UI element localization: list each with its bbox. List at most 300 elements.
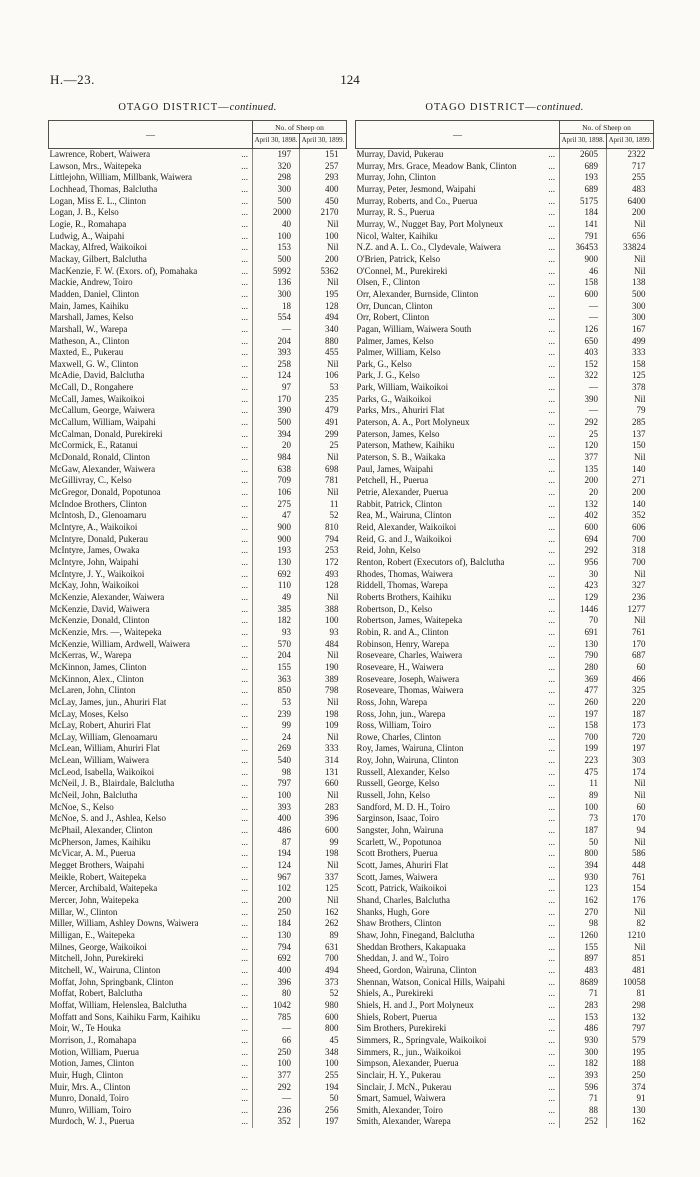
sheep-count-1898: — [253, 1023, 300, 1035]
table-row [49, 895, 347, 907]
owner-name: MacKenzie, F. W. (Exors. of), Pomahaka ... [49, 266, 253, 278]
owner-name: Sandford, M. D. H., Toiro ... [356, 802, 560, 814]
sheep-count-1899: 293 [300, 172, 347, 184]
leader-dots: ... [241, 731, 248, 742]
leader-dots: ... [548, 160, 555, 171]
leader-dots: ... [241, 1023, 248, 1034]
sheep-count-1899: Nil [607, 615, 654, 627]
owner-name: Orr, Duncan, Clinton ... [356, 301, 560, 313]
owner-name: Mitchell, John, Purekireki ... [49, 953, 253, 965]
owner-name: Moir, W., Te Houka ... [49, 1023, 253, 1035]
table-row [356, 883, 654, 895]
owner-name: Ross, John, jun., Warepa ... [356, 709, 560, 721]
sheep-count-1899: 10058 [607, 977, 654, 989]
leader-dots: ... [241, 685, 248, 696]
table-row [356, 429, 654, 441]
owner-name: Murray, John, Clinton ... [356, 172, 560, 184]
sheep-count-1899: 700 [607, 534, 654, 546]
leader-dots: ... [241, 405, 248, 416]
page-number: 124 [340, 72, 360, 87]
owner-name: McKinnon, Alex., Clinton ... [49, 674, 253, 686]
table-row [356, 907, 654, 919]
table-row [49, 825, 347, 837]
leader-dots: ... [241, 463, 248, 474]
sheep-count-1899: 5362 [300, 266, 347, 278]
owner-name: Madden, Daniel, Clinton ... [49, 289, 253, 301]
sheep-count-1898: 400 [253, 965, 300, 977]
sheep-count-1898: 124 [253, 370, 300, 382]
leader-dots: ... [241, 906, 248, 917]
owner-name: Roy, John, Wairuna, Clinton ... [356, 755, 560, 767]
owner-name: Park, G., Kelso ... [356, 359, 560, 371]
sheep-count-1898: 184 [253, 918, 300, 930]
leader-dots: ... [241, 603, 248, 614]
table-row [49, 650, 347, 662]
sheep-count-1899: 198 [300, 709, 347, 721]
owner-name: Petchell, H., Puerua ... [356, 475, 560, 487]
table-row [49, 405, 347, 417]
owner-name: Mitchell, W., Wairuna, Clinton ... [49, 965, 253, 977]
owner-name: Sheed, Gordon, Wairuna, Clinton ... [356, 965, 560, 977]
owner-name: Mercer, Archibald, Waitepeka ... [49, 883, 253, 895]
leader-dots: ... [548, 790, 555, 801]
leader-dots: ... [241, 976, 248, 987]
table-row [49, 639, 347, 651]
sheep-count-1898: 300 [560, 1047, 607, 1059]
owner-name: Ross, John, Warepa ... [356, 697, 560, 709]
sheep-count-1898: 100 [253, 1058, 300, 1070]
table-header-left [49, 121, 347, 149]
leader-dots: ... [548, 825, 555, 836]
sheep-count-1898: 49 [253, 592, 300, 604]
owner-name: Riddell, Thomas, Warepa ... [356, 580, 560, 592]
leader-dots: ... [241, 964, 248, 975]
leader-dots: ... [548, 183, 555, 194]
table-row [356, 242, 654, 254]
sheep-count-1898: 97 [253, 382, 300, 394]
leader-dots: ... [241, 487, 248, 498]
table-row [356, 219, 654, 231]
table-row [356, 650, 654, 662]
sheep-count-1898: 239 [253, 709, 300, 721]
sheep-count-1898: 402 [560, 510, 607, 522]
sheep-count-1899: 491 [300, 417, 347, 429]
sheep-count-1898: 223 [560, 755, 607, 767]
owner-name: Simpson, Alexander, Puerua ... [356, 1058, 560, 1070]
sheep-count-1898: 292 [253, 1082, 300, 1094]
table-row [49, 755, 347, 767]
sheep-count-1898: 123 [560, 883, 607, 895]
table-row [49, 242, 347, 254]
owner-name: Roseveare, H., Waiwera ... [356, 662, 560, 674]
sheep-count-1899: 400 [300, 184, 347, 196]
sheep-count-1899: 162 [607, 1116, 654, 1128]
table-row [356, 499, 654, 511]
leader-dots: ... [548, 347, 555, 358]
sheep-count-1899: 352 [607, 510, 654, 522]
leader-dots: ... [241, 580, 248, 591]
table-row [356, 440, 654, 452]
table-row [49, 918, 347, 930]
table-row [49, 872, 347, 884]
owner-name: Russell, John, Kelso ... [356, 790, 560, 802]
leader-dots: ... [241, 277, 248, 288]
owner-name: Murray, Mrs. Grace, Meadow Bank, Clinton ... [356, 161, 560, 173]
sheep-count-1898: 5175 [560, 196, 607, 208]
owner-name: McPherson, James, Kaihiku ... [49, 837, 253, 849]
owner-name: Sangster, John, Wairuna ... [356, 825, 560, 837]
leader-dots: ... [241, 428, 248, 439]
owner-name: Russell, George, Kelso ... [356, 778, 560, 790]
sheep-count-1898: 369 [560, 674, 607, 686]
owner-name: Parks, Mrs., Ahuriri Flat ... [356, 405, 560, 417]
table-row [49, 930, 347, 942]
leader-dots: ... [548, 1023, 555, 1034]
leader-dots: ... [548, 568, 555, 579]
table-row [356, 347, 654, 359]
leader-dots: ... [241, 1058, 248, 1069]
table-row [356, 452, 654, 464]
sheep-count-1898: 390 [560, 394, 607, 406]
owner-name: McKenzie, Mrs. —, Waitepeka ... [49, 627, 253, 639]
left-column [48, 102, 347, 1128]
owner-name: Shiels, H. and J., Port Molyneux ... [356, 1000, 560, 1012]
table-row [49, 1058, 347, 1070]
sheep-count-1898: 87 [253, 837, 300, 849]
district-title-left [48, 102, 347, 113]
sheep-count-1899: 167 [607, 324, 654, 336]
sheep-count-1898: 638 [253, 464, 300, 476]
table-row [356, 720, 654, 732]
sheep-count-1898: 193 [253, 545, 300, 557]
sheep-count-1899: 499 [607, 336, 654, 348]
leader-dots: ... [548, 172, 555, 183]
table-row [356, 778, 654, 790]
sheep-count-1898: 197 [560, 709, 607, 721]
sheep-count-1898: 66 [253, 1035, 300, 1047]
leader-dots: ... [241, 591, 248, 602]
owner-name: Roberts Brothers, Kaihiku ... [356, 592, 560, 604]
leader-dots: ... [241, 626, 248, 637]
leader-dots: ... [548, 475, 555, 486]
leader-dots: ... [241, 556, 248, 567]
sheep-count-1898: 322 [560, 370, 607, 382]
table-row [356, 1105, 654, 1117]
leader-dots: ... [548, 300, 555, 311]
sheep-count-1899: 200 [300, 254, 347, 266]
table-row [49, 883, 347, 895]
owner-name: Reid, G. and J., Waikoikoi ... [356, 534, 560, 546]
leader-dots: ... [548, 452, 555, 463]
leader-dots: ... [241, 160, 248, 171]
owner-name: McLean, William, Ahuriri Flat ... [49, 743, 253, 755]
leader-dots: ... [548, 533, 555, 544]
leader-dots: ... [241, 533, 248, 544]
sheep-count-1899: Nil [300, 277, 347, 289]
sheep-count-1899: 299 [300, 429, 347, 441]
sheep-count-1898: — [253, 324, 300, 336]
table-row [356, 848, 654, 860]
leader-dots: ... [548, 288, 555, 299]
leader-dots: ... [548, 929, 555, 940]
sheep-count-1899: 190 [300, 662, 347, 674]
sheep-count-1899: 162 [300, 907, 347, 919]
leader-dots: ... [241, 253, 248, 264]
table-row [356, 802, 654, 814]
sheep-count-1899: 137 [607, 429, 654, 441]
owner-name: Shanks, Hugh, Gore ... [356, 907, 560, 919]
owner-name: Muir, Mrs. A., Clinton ... [49, 1082, 253, 1094]
leader-dots: ... [548, 218, 555, 229]
owner-name: McIntosh, D., Glenoamaru ... [49, 510, 253, 522]
sheep-count-1899: Nil [607, 790, 654, 802]
sheep-count-1899: 797 [607, 1023, 654, 1035]
sheep-count-1898: 897 [560, 953, 607, 965]
table-row [49, 615, 347, 627]
sheep-count-1898: 283 [560, 1000, 607, 1012]
sheep-count-1898: 135 [560, 464, 607, 476]
leader-dots: ... [548, 242, 555, 253]
owner-name: Meikle, Robert, Waitepeka ... [49, 872, 253, 884]
owner-name: McNoe, S., Kelso ... [49, 802, 253, 814]
leader-dots: ... [548, 1093, 555, 1104]
sheep-count-1898: 292 [560, 417, 607, 429]
sheep-count-1899: 687 [607, 650, 654, 662]
owner-name: McLay, Robert, Ahuriri Flat ... [49, 720, 253, 732]
table-row [356, 545, 654, 557]
sheep-count-1898: 393 [253, 802, 300, 814]
sheep-count-1899: 6400 [607, 196, 654, 208]
owner-name: Munro, Donald, Toiro ... [49, 1093, 253, 1105]
owner-name: Milligan, E., Waitepeka ... [49, 930, 253, 942]
table-row [356, 662, 654, 674]
sheep-count-1899: 140 [607, 499, 654, 511]
two-column-layout [48, 102, 654, 1128]
sheep-count-1898: 785 [253, 1012, 300, 1024]
district-title-text: OTAGO DISTRICT— [118, 102, 230, 113]
owner-name: Murray, Roberts, and Co., Puerua ... [356, 196, 560, 208]
leader-dots: ... [241, 883, 248, 894]
owner-name: McCalman, Donald, Purekireki ... [49, 429, 253, 441]
leader-dots: ... [241, 860, 248, 871]
table-row [356, 1023, 654, 1035]
table-row [49, 988, 347, 1000]
owner-name: Shaw Brothers, Clinton ... [356, 918, 560, 930]
sheep-count-1899: 483 [607, 184, 654, 196]
owner-name: McGaw, Alexander, Waiwera ... [49, 464, 253, 476]
sheep-count-1899: 700 [300, 953, 347, 965]
sheep-count-1898: 24 [253, 732, 300, 744]
owner-name: McCallum, George, Waiwera ... [49, 405, 253, 417]
sheep-count-1898: 88 [560, 1105, 607, 1117]
sheep-count-1898: 20 [253, 440, 300, 452]
table-row [356, 767, 654, 779]
leader-dots: ... [241, 661, 248, 672]
leader-dots: ... [548, 195, 555, 206]
table-row [356, 522, 654, 534]
owner-name: Roy, James, Wairuna, Clinton ... [356, 743, 560, 755]
sheep-count-1899: 373 [300, 977, 347, 989]
sheep-count-1899: 220 [607, 697, 654, 709]
leader-dots: ... [241, 825, 248, 836]
leader-dots: ... [241, 1081, 248, 1092]
column-header-1899: April 30, 1899. [607, 134, 654, 149]
sheep-count-1899: 200 [607, 207, 654, 219]
sheep-count-1899: 89 [300, 930, 347, 942]
sheep-count-1899: 2322 [607, 149, 654, 161]
leader-dots: ... [241, 452, 248, 463]
sheep-count-1899: 45 [300, 1035, 347, 1047]
leader-dots: ... [548, 860, 555, 871]
sheep-count-1898: 130 [253, 557, 300, 569]
sheep-count-1899: 106 [300, 370, 347, 382]
leader-dots: ... [241, 195, 248, 206]
sheep-count-1899: 174 [607, 767, 654, 779]
owner-name: Littlejohn, William, Millbank, Waiwera ... [49, 172, 253, 184]
sheep-count-1898: 692 [253, 953, 300, 965]
sheep-count-1898: 791 [560, 231, 607, 243]
leader-dots: ... [241, 778, 248, 789]
owner-name: Renton, Robert (Executors of), Balclutha ... [356, 557, 560, 569]
table-row [49, 790, 347, 802]
table-row [356, 965, 654, 977]
owner-name: Sheddan, J. and W., Toiro ... [356, 953, 560, 965]
owner-name: McGregor, Donald, Popotunoa ... [49, 487, 253, 499]
sheep-count-1899: 374 [607, 1082, 654, 1094]
leader-dots: ... [241, 382, 248, 393]
sheep-count-1899: 448 [607, 860, 654, 872]
sheep-count-1898: 477 [560, 685, 607, 697]
sheep-count-1898: 199 [560, 743, 607, 755]
leader-dots: ... [548, 265, 555, 276]
table-row [49, 942, 347, 954]
table-row [356, 755, 654, 767]
sheep-count-1899: 151 [300, 149, 347, 161]
table-row [49, 813, 347, 825]
leader-dots: ... [241, 207, 248, 218]
owner-name: Rea, M., Wairuna, Clinton ... [356, 510, 560, 522]
owner-name: McKenzie, Alexander, Waiwera ... [49, 592, 253, 604]
table-row [356, 813, 654, 825]
leader-dots: ... [548, 591, 555, 602]
sheep-count-1898: 110 [253, 580, 300, 592]
sheep-count-1898: 124 [253, 860, 300, 872]
table-row [356, 301, 654, 313]
table-row [356, 172, 654, 184]
sheep-count-1899: 187 [607, 709, 654, 721]
leader-dots: ... [241, 953, 248, 964]
leader-dots: ... [241, 1116, 248, 1127]
table-row [49, 1093, 347, 1105]
leader-dots: ... [548, 358, 555, 369]
sheep-count-1898: 106 [253, 487, 300, 499]
sheep-count-1899: 484 [300, 639, 347, 651]
leader-dots: ... [241, 813, 248, 824]
leader-dots: ... [548, 778, 555, 789]
table-row [49, 254, 347, 266]
owner-name: Scott Brothers, Puerua ... [356, 848, 560, 860]
sheep-count-1899: Nil [607, 394, 654, 406]
sheep-count-1898: 790 [560, 650, 607, 662]
leader-dots: ... [548, 545, 555, 556]
sheep-count-1898: 2000 [253, 207, 300, 219]
owner-name: Ludwig, A., Waipahi ... [49, 231, 253, 243]
table-row [356, 627, 654, 639]
leader-dots: ... [548, 813, 555, 824]
sheep-count-1898: 126 [560, 324, 607, 336]
owner-name: Mackay, Alfred, Waikoikoi ... [49, 242, 253, 254]
sheep-count-1898: 650 [560, 336, 607, 348]
table-row [356, 266, 654, 278]
owner-name: Megget Brothers, Waipahi ... [49, 860, 253, 872]
leader-dots: ... [241, 242, 248, 253]
table-row [49, 767, 347, 779]
right-column [355, 102, 654, 1128]
sheep-count-1899: 109 [300, 720, 347, 732]
owner-name: Miller, William, Ashley Downs, Waiwera ... [49, 918, 253, 930]
leader-dots: ... [548, 1058, 555, 1069]
leader-dots: ... [241, 300, 248, 311]
leader-dots: ... [241, 347, 248, 358]
sheep-count-1899: 100 [300, 231, 347, 243]
leader-dots: ... [548, 1034, 555, 1045]
sheep-count-1899: 81 [607, 988, 654, 1000]
leader-dots: ... [241, 1093, 248, 1104]
sheep-count-1899: Nil [300, 242, 347, 254]
owner-name: Robertson, James, Waitepeka ... [356, 615, 560, 627]
sheep-count-1899: 396 [300, 813, 347, 825]
sheep-count-1899: 800 [300, 1023, 347, 1035]
sheep-count-1898: 30 [560, 569, 607, 581]
table-row [356, 254, 654, 266]
owner-name: Parks, G., Waikoikoi ... [356, 394, 560, 406]
sheep-count-1899: 2170 [300, 207, 347, 219]
owner-name: Scott, James, Ahuriri Flat ... [356, 860, 560, 872]
owner-name: Marshall, W., Warepa ... [49, 324, 253, 336]
table-row [356, 872, 654, 884]
leader-dots: ... [548, 440, 555, 451]
table-row [49, 161, 347, 173]
table-row [49, 545, 347, 557]
leader-dots: ... [241, 1046, 248, 1057]
sheep-count-1898: 129 [560, 592, 607, 604]
sheep-count-1898: 540 [253, 755, 300, 767]
sheep-count-1899: Nil [300, 895, 347, 907]
owner-name: Moffatt and Sons, Kaihiku Farm, Kaihiku ... [49, 1012, 253, 1024]
sheep-count-1898: 984 [253, 452, 300, 464]
leader-dots: ... [548, 964, 555, 975]
table-row [356, 464, 654, 476]
sheep-count-1899: 300 [607, 301, 654, 313]
sheep-count-1898: 184 [560, 207, 607, 219]
table-row [356, 324, 654, 336]
owner-name: Orr, Robert, Clinton ... [356, 312, 560, 324]
sheep-count-1898: — [560, 405, 607, 417]
sheep-count-1899: 494 [300, 965, 347, 977]
sheep-count-1898: 252 [560, 1116, 607, 1128]
sheep-count-1899: 717 [607, 161, 654, 173]
owner-name: Shiels, Robert, Puerua ... [356, 1012, 560, 1024]
leader-dots: ... [548, 685, 555, 696]
owner-name: McIntyre, James, Owaka ... [49, 545, 253, 557]
leader-dots: ... [241, 323, 248, 334]
table-row [356, 895, 654, 907]
leader-dots: ... [548, 149, 555, 159]
sheep-count-1899: 154 [607, 883, 654, 895]
leader-dots: ... [548, 487, 555, 498]
table-row [49, 475, 347, 487]
sheep-count-1898: 475 [560, 767, 607, 779]
